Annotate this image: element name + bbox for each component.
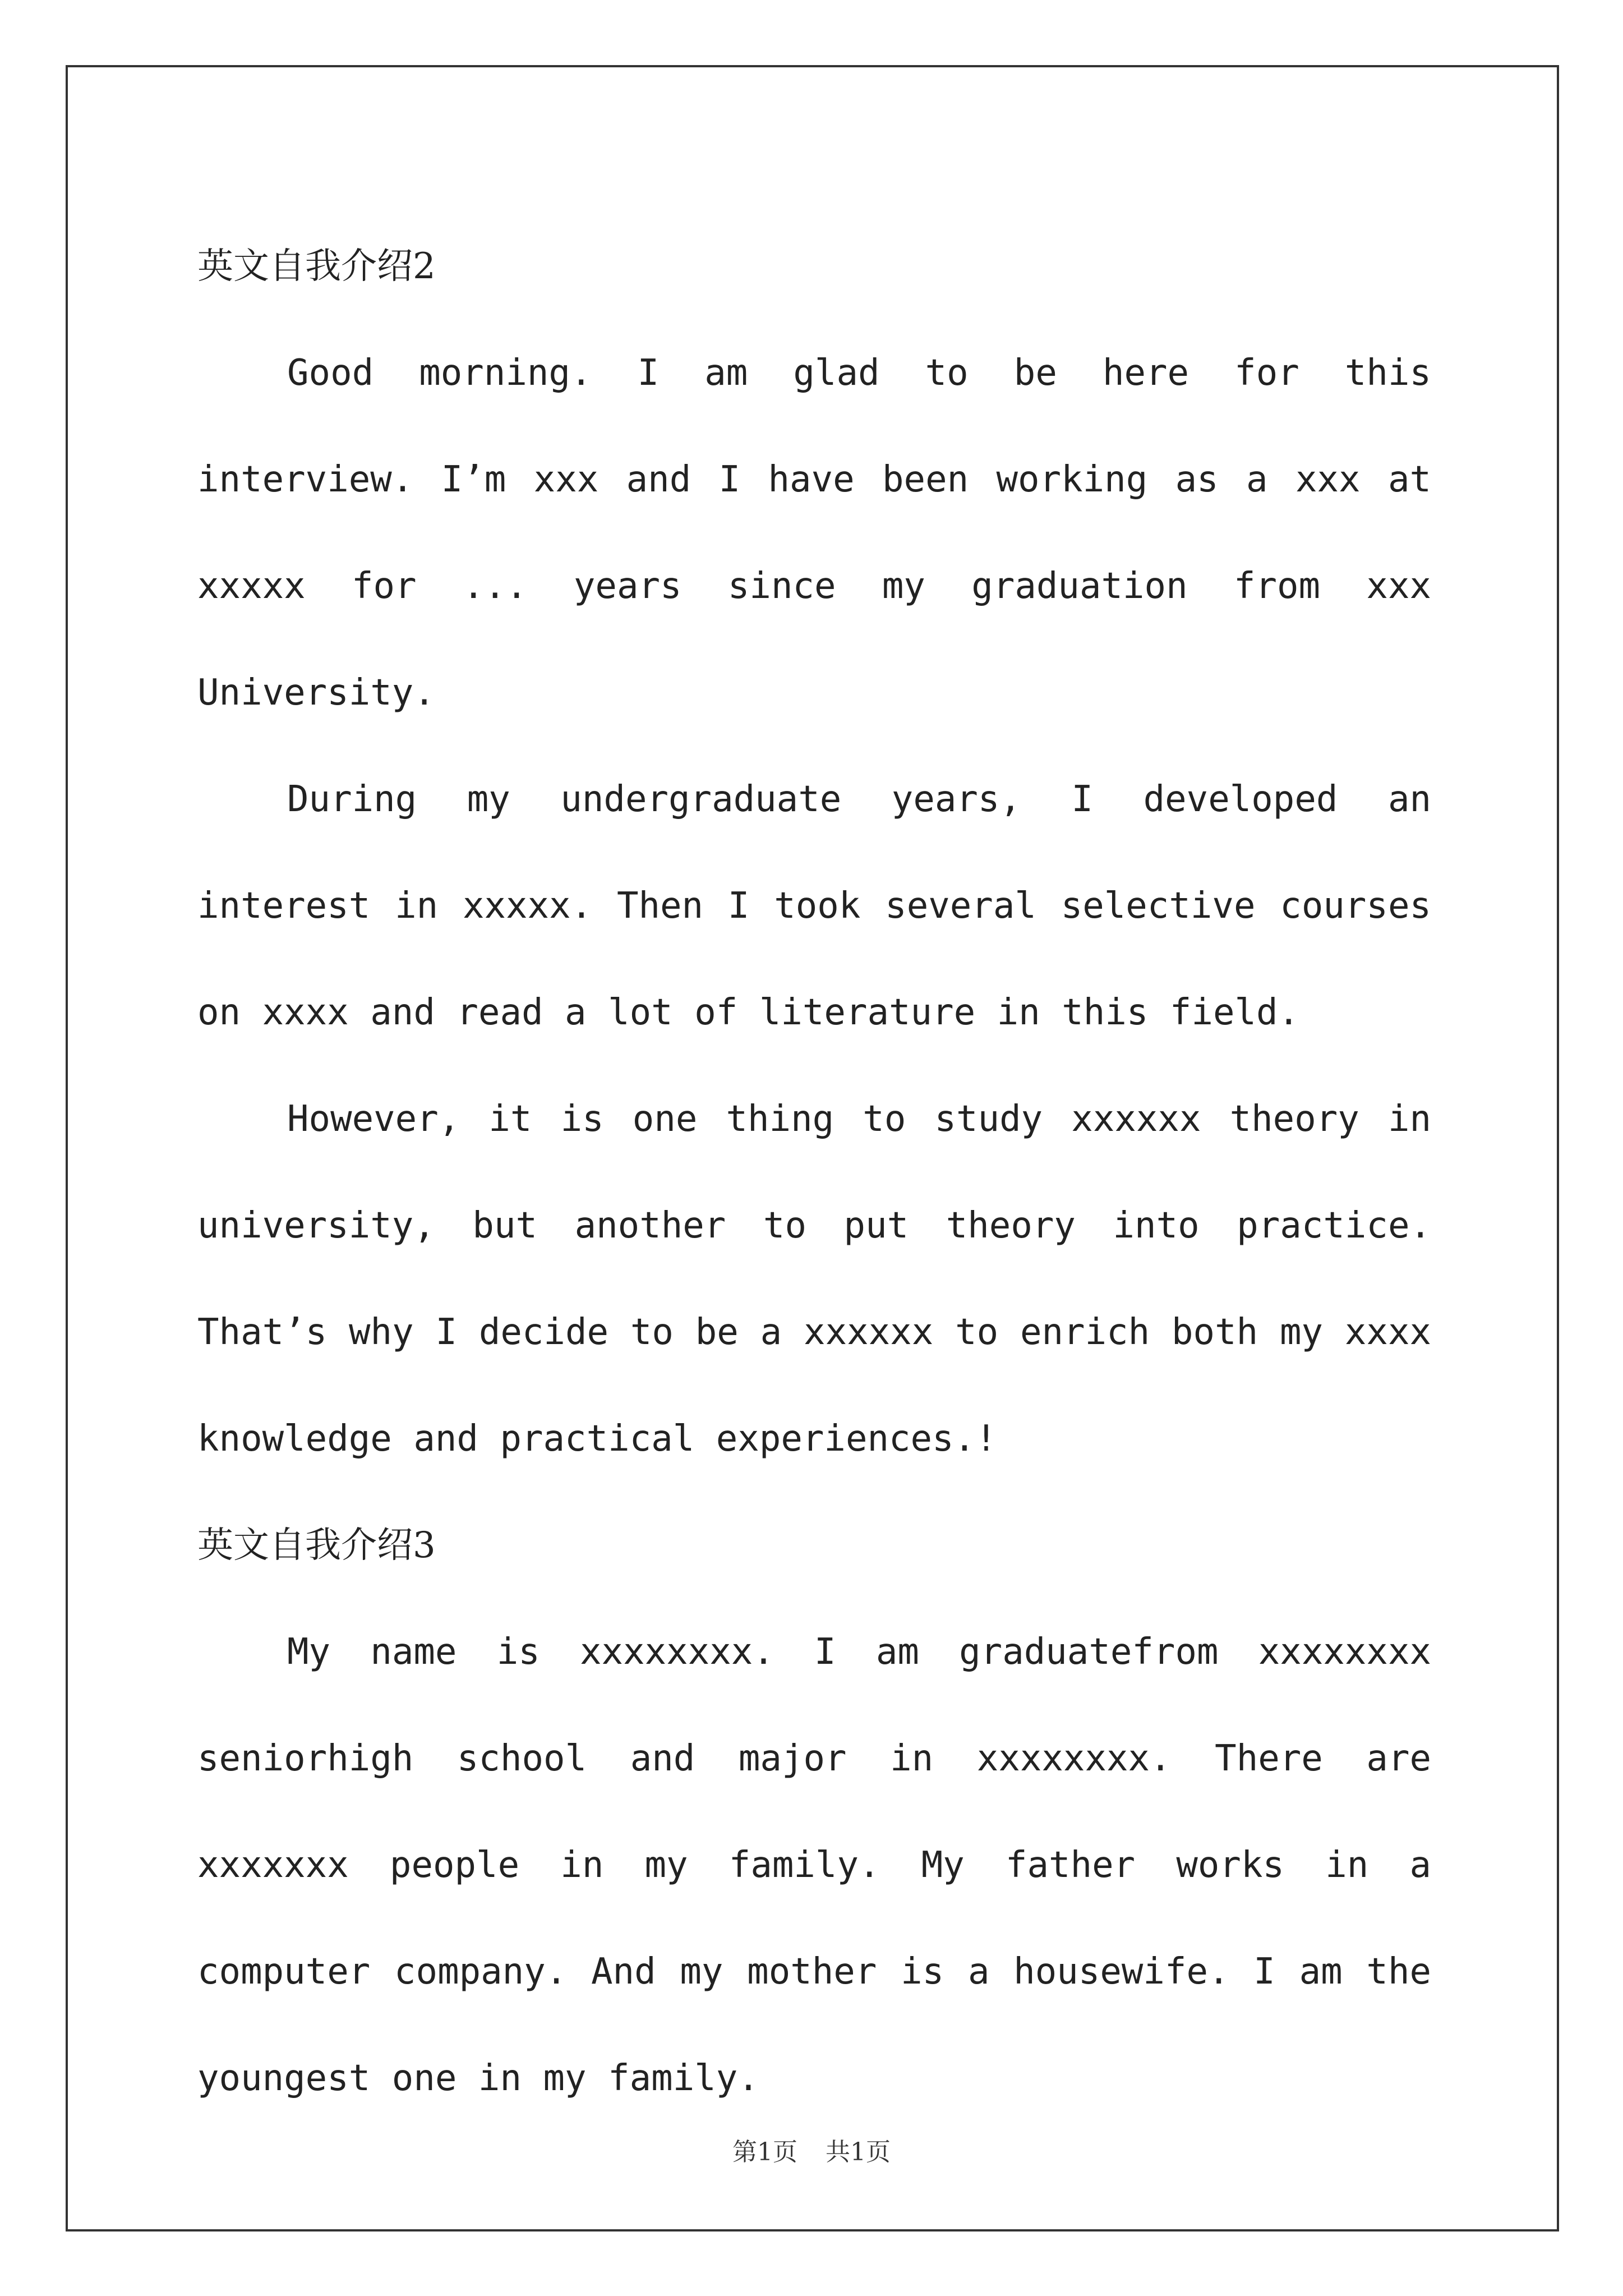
paragraph: However, it is one thing to study xxxxxx theory in university, but another to put theory into practice. That’s why I decide to be a xxxxxx to enrich both my xxxx knowledge and practical experiences.! [197, 1098, 1431, 1460]
paragraph: Good morning. I am glad to be here for this interview. I’m xxx and I have been working as a xxx at xxxxx for ... years since my graduation from xxx University. [197, 352, 1431, 714]
paragraph: My name is xxxxxxxx. I am graduatefrom xxxxxxxx seniorhigh school and major in xxxxxxxx. There are xxxxxxx people in my family. My father works in a computer company. And my mother is a housewife. I am the youngest one in my family. [197, 1631, 1431, 2099]
page-number-current: 第1页 [732, 2138, 797, 2166]
paragraph: During my undergraduate years, I developed an interest in xxxxx. Then I took several selective courses on xxxx and read a lot of literature in this field. [197, 779, 1431, 1033]
document-body [197, 213, 1431, 2132]
section-heading: 英文自我介绍2 [197, 246, 436, 287]
page-footer [0, 2132, 1623, 2168]
section-heading: 英文自我介绍3 [197, 1525, 436, 1566]
page-number-total: 共1页 [826, 2138, 891, 2166]
